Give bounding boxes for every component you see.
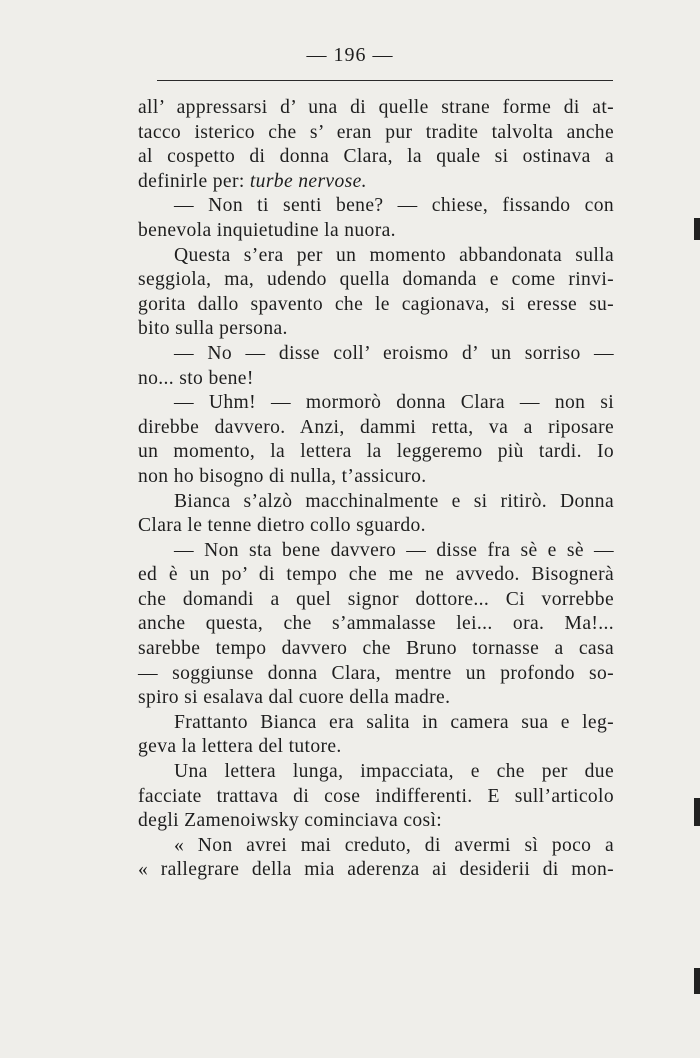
text-line: non ho bisogno di nulla, t’assicuro. <box>138 465 427 487</box>
text-line: — Non sta bene davvero — disse fra sè e sè — <box>174 539 614 561</box>
text-line: anche questa, che s’ammalasse lei... ora. Ma!... <box>138 613 614 635</box>
text-line-italic: turbe nervose. <box>249 170 367 192</box>
text-line: « rallegrare della mia aderenza ai desiderii di mon- <box>138 859 614 881</box>
edge-mark <box>694 968 700 994</box>
page-number: — 196 — <box>306 44 394 66</box>
text-line: Bianca s’alzò macchinalmente e si ritirò. Donna <box>174 490 614 512</box>
text-line: bito sulla persona. <box>138 318 288 340</box>
text-line: — No — disse coll’ eroismo d’ un sorriso — <box>174 342 614 364</box>
edge-mark <box>694 798 700 826</box>
text-line: Una lettera lunga, impacciata, e che per due <box>174 761 614 783</box>
text-line: al cospetto di donna Clara, la quale si ostinava a <box>138 146 614 168</box>
text-line: — Non ti senti bene? — chiese, fissando con <box>174 195 614 217</box>
text-line: Clara le tenne dietro collo sguardo. <box>138 515 426 537</box>
text-line: no... sto bene! <box>138 367 254 389</box>
text-line <box>138 170 614 195</box>
text-line: facciate trattava di cose indifferenti. E sull’articolo <box>138 785 614 807</box>
text-line: « Non avrei mai creduto, di avermi sì poco a <box>174 834 614 856</box>
text-line: spiro si esalava dal cuore della madre. <box>138 687 451 709</box>
edge-mark <box>694 218 700 240</box>
text-line: che domandi a quel signor dottore... Ci vorrebbe <box>138 588 614 610</box>
text-line: — soggiunse donna Clara, mentre un profondo so- <box>138 662 614 684</box>
text-line: Questa s’era per un momento abbandonata sulla <box>174 244 614 266</box>
text-line: degli Zamenoiwsky cominciava così: <box>138 810 443 832</box>
text-line: tacco isterico che s’ eran pur tradite talvolta anche <box>138 121 614 143</box>
text-line: all’ appressarsi d’ una di quelle strane forme di at- <box>138 97 614 118</box>
body-text <box>138 96 614 883</box>
header-rule <box>157 80 613 81</box>
text-line: — Uhm! — mormorò donna Clara — non si <box>174 392 614 414</box>
text-line: ed è un po’ di tempo che me ne avvedo. Bisognerà <box>138 564 614 586</box>
text-line: benevola inquietudine la nuora. <box>138 219 396 241</box>
text-line: Frattanto Bianca era salita in camera sua e leg- <box>174 711 614 733</box>
text-line-plain: definirle per: <box>138 170 250 192</box>
text-line: un momento, la lettera la leggeremo più tardi. Io <box>138 441 614 463</box>
text-line: direbbe davvero. Anzi, dammi retta, va a riposare <box>138 416 614 438</box>
text-line: seggiola, ma, udendo quella domanda e come rinvi- <box>138 269 614 291</box>
text-line: sarebbe tempo davvero che Bruno tornasse a casa <box>138 638 614 660</box>
text-line: gorita dallo spavento che le cagionava, si eresse su- <box>138 293 614 315</box>
text-line: geva la lettera del tutore. <box>138 736 342 758</box>
